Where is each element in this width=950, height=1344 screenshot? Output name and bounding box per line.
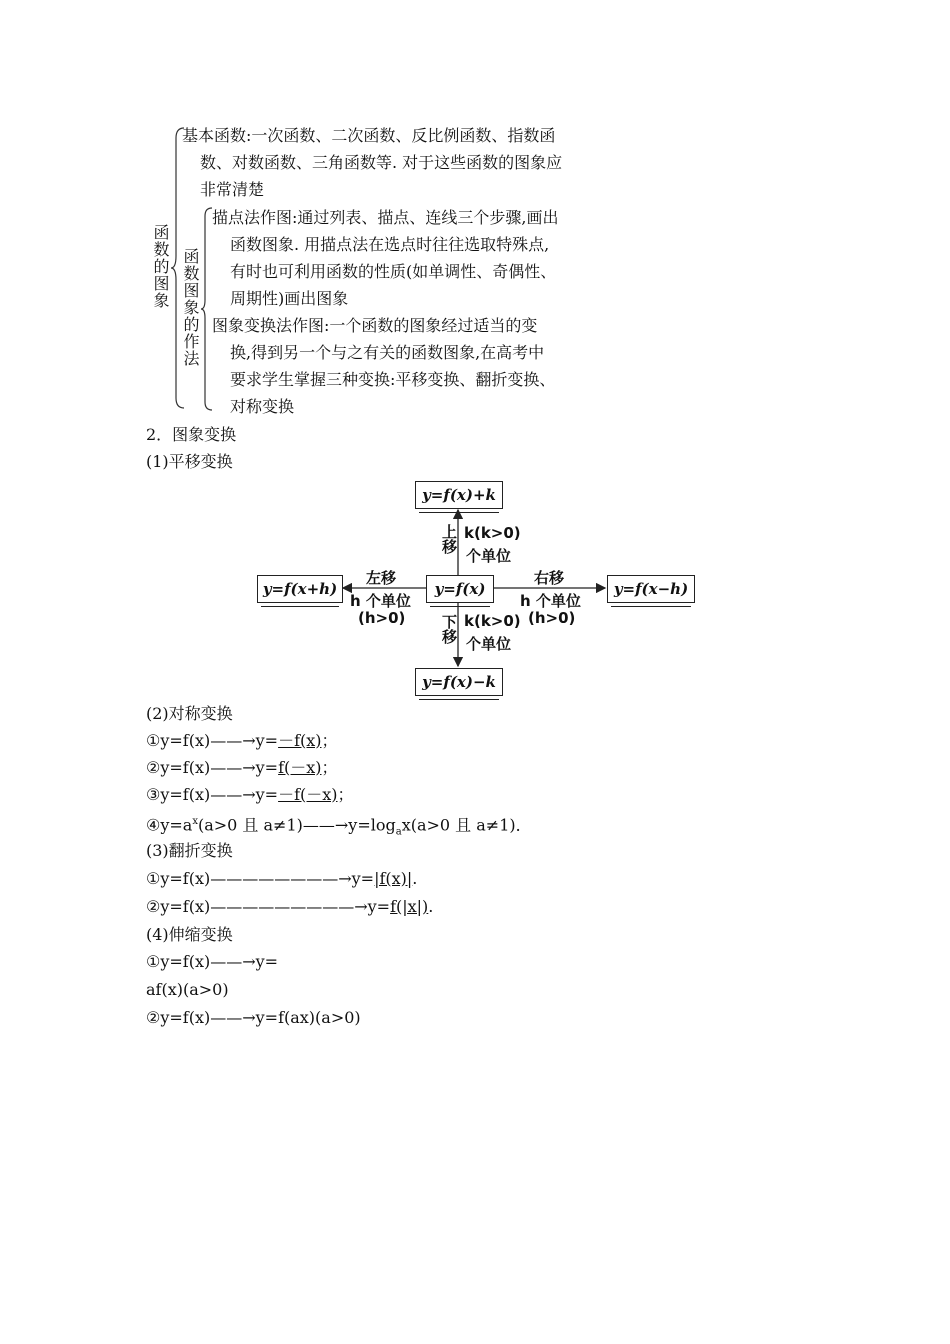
flip-1-pre: ①y=f(x)————————→y=: [146, 869, 375, 888]
sym-line-1: [146, 727, 338, 754]
box-bottom: y=f(x)−k: [415, 668, 503, 696]
plot-line-3: 有时也可利用函数的性质(如单调性、奇偶性、: [230, 262, 557, 281]
down-cond-label: k(k>0): [464, 612, 521, 630]
transform-line-4: 对称变换: [230, 397, 295, 416]
flip-2-answer: f(|x|): [390, 897, 429, 916]
transform-line-3: 要求学生掌握三种变换:平移变换、翻折变换、: [230, 370, 556, 389]
stretch-line-2: af(x)(a>0): [146, 980, 229, 999]
left-cond-label: h 个单位: [350, 592, 411, 610]
flip-2-pre: ②y=f(x)—————————→y=: [146, 897, 391, 916]
box-top: y=f(x)+k: [415, 481, 503, 509]
flip-2-post: .: [428, 897, 434, 916]
sym-4-mid: (a>0 且 a≠1)——→y=log: [197, 815, 396, 835]
box-left: y=f(x+h): [257, 575, 343, 603]
method-label: 函数图象的作法: [181, 248, 200, 367]
summary-block: [150, 120, 610, 420]
down-move-label: 下移: [440, 614, 458, 644]
sym-1-pre: ①y=f(x)——→y=: [146, 731, 279, 750]
sym-3-answer: －f(－x): [278, 785, 338, 804]
box-right: y=f(x−h): [607, 575, 695, 603]
flip-line-2: [146, 893, 433, 920]
sym-1-answer: －f(x): [278, 731, 322, 750]
left-cond2-label: (h>0): [358, 609, 406, 627]
flip-1-post: .: [412, 869, 418, 888]
plot-line-4: 周期性)画出图象: [230, 289, 349, 308]
root-label: 函数的图象: [151, 224, 170, 309]
sym-4-tail: x(a>0 且 a≠1)．: [401, 815, 532, 835]
up-move-label: 上移: [440, 524, 458, 554]
sym-line-2: [146, 754, 338, 781]
sym-2-answer: f(－x): [278, 758, 322, 777]
right-cond-label: h 个单位: [520, 592, 581, 610]
plot-line-2: 函数图象. 用描点法在选点时往往选取特殊点,: [230, 235, 550, 254]
sym-1-post: ；: [321, 731, 338, 750]
down-unit-label: 个单位: [466, 635, 512, 653]
sym-4-pre: ④y=a: [146, 815, 193, 835]
sub4-title: (4)伸缩变换: [146, 925, 233, 944]
inner-brace: [200, 206, 214, 412]
plot-line-1: 描点法作图:通过列表、描点、连线三个步骤,画出: [212, 208, 559, 227]
stretch-line-3: ②y=f(x)——→y=f(ax)(a>0): [146, 1008, 361, 1027]
up-cond-label: k(k>0): [464, 524, 521, 542]
sub3-title: (3)翻折变换: [146, 841, 233, 860]
transform-line-1: 图象变换法作图:一个函数的图象经过适当的变: [212, 316, 538, 335]
transform-line-2: 换,得到另一个与之有关的函数图象,在高考中: [230, 343, 545, 362]
sym-4-sup: x: [192, 816, 198, 827]
right-move-label: 右移: [534, 569, 565, 587]
basic-line-2: 数、对数函数、三角函数等. 对于这些函数的图象应: [200, 153, 563, 172]
sym-2-pre: ②y=f(x)——→y=: [146, 758, 279, 777]
flip-line-1: [146, 865, 417, 892]
basic-line-1: 基本函数:一次函数、二次函数、反比例函数、指数函: [182, 126, 556, 145]
section2-title: 2．图象变换: [146, 425, 237, 444]
up-unit-label: 个单位: [466, 547, 512, 565]
flip-1-answer: |f(x)|: [374, 869, 413, 888]
sym-line-3: [146, 781, 354, 808]
left-move-label: 左移: [366, 569, 397, 587]
box-center: y=f(x): [426, 575, 494, 603]
sym-4-sub: a: [395, 826, 402, 838]
sym-3-post: ；: [337, 785, 354, 804]
sub1-title: (1)平移变换: [146, 452, 233, 471]
sub2-title: (2)对称变换: [146, 704, 233, 723]
sym-3-pre: ③y=f(x)——→y=: [146, 785, 279, 804]
translation-diagram: [250, 478, 700, 698]
right-cond2-label: (h>0): [528, 609, 576, 627]
stretch-line-1: ①y=f(x)——→y=: [146, 952, 279, 971]
sym-2-post: ；: [321, 758, 338, 777]
basic-line-3: 非常清楚: [200, 180, 265, 199]
